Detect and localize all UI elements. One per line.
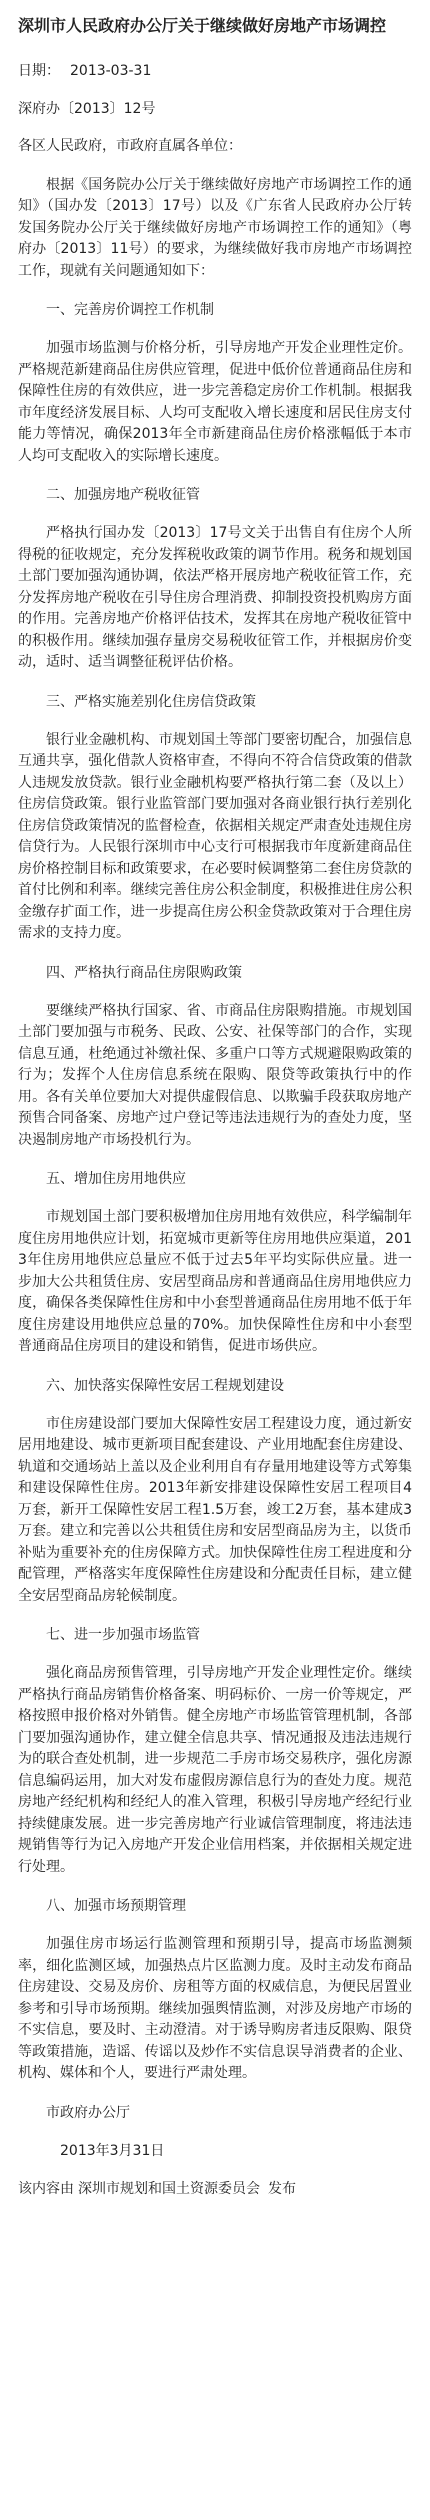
intro-paragraph: 根据《国务院办公厅关于继续做好房地产市场调控工作的通知》（国办发〔2013〕17号）以及《广东省人民政府办公厅转发国务院办公厅关于继续做好房地产市场调控工作的通知》（粤府办〔2013〕11号）的要求，为继续做好我市房地产市场调控工作，现就有关问题通知如下：: [18, 176, 412, 279]
section-heading: 四、严格执行商品住房限购政策: [46, 964, 242, 981]
section-heading: 二、加强房地产税收征管: [46, 487, 200, 503]
section-paragraph: 市住房建设部门要加大保障性安居工程建设力度，通过新安居用地建设、城市更新项目配套建设、产业用地配套住房建设、轨道和交通场站上盖以及企业利用自有存量用地建设等方式筹集和建设保障性住房。2013年新安排建设保障性安居工程项目4万套，新开工保障性安居工程1.5万套，竣工2万套，基本建成3万套。建立和完善以公共租赁住房和安居型商品房为主，以货币补贴为重要补充的住房保障方式。加快保障性住房工程进度和分配管理，严格落实年度保障性住房建设和分配责任目标，建立健全安居型商品房轮候制度。: [18, 1415, 412, 1604]
section-paragraph: 加强市场监测与价格分析，引导房地产开发企业理性定价。严格规范新建商品住房供应管理，促进中低价位普通商品住房和保障性住房的有效供应，进一步完善稳定房价工作机制。根据我市年度经济发展目标、人均可支配收入增长速度和居民住房支付能力等情况，确保2013年全市新建商品住房价格涨幅低于本市人均可支配收入的实际增长速度。: [18, 340, 412, 464]
section-paragraph: 银行业金融机构、市规划国土等部门要密切配合，加强信息互通共享，强化借款人资格审查，不得向不符合信贷政策的借款人违规发放贷款。银行业金融机构要严格执行第二套（及以上）住房信贷政策。银行业监管部门要加强对各商业银行执行差别化住房信贷政策情况的监督检查，依据相关规定严肃查处违规住房信贷行为。人民银行深圳市中心支行可根据我市年度新建商品住房价格控制目标和政策要求，在必要时候调整第二套住房贷款的首付比例和利率。继续完善住房公积金制度，积极推进住房公积金缴存扩面工作，进一步提高住房公积金贷款政策对于合理住房需求的支持力度。: [18, 731, 412, 941]
signature: 市政府办公厅: [46, 2104, 130, 2121]
source-action: 发布: [268, 2180, 296, 2197]
date-line: [18, 60, 412, 82]
section-heading: 七、进一步加强市场监管: [46, 1627, 200, 1643]
section-paragraph: 市规划国土部门要积极增加住房用地有效供应，科学编制年度住房用地供应计划，拓宽城市更新等住房用地供应渠道，2013年住房用地供应总量应不低于过去5年平均实际供应量。进一步加大公共租赁住房、安居型商品房和普通商品住房用地供应力度，确保各类保障性住房和中小套型普通商品住房用地不低于年度住房建设用地供应总量的70%。加快保障性住房和中小套型普通商品住房项目的建设和销售，促进市场供应。: [18, 1209, 412, 1354]
salutation: 各区人民政府，市政府直属各单位：: [18, 138, 242, 154]
section-paragraph: 强化商品房预售管理，引导房地产开发企业理性定价。继续严格执行商品房销售价格备案、明码标价、一房一价等规定，严格按照申报价格对外销售。健全房地产市场监管管理机制，各部门要加强沟通协作，建立健全信息共享、情况通报及违法违规行为的联合查处机制，进一步规范二手房市场交易秩序，强化房源信息编码运用，加大对发布虚假房源信息行为的查处力度。规范房地产经纪机构和经纪人的准入管理，积极引导房地产经纪行业持续健康发展。进一步完善房地产行业诚信管理制度，将违法违规销售等行为记入房地产开发企业信用档案，并依据相关规定进行处理。: [18, 1665, 412, 1875]
section-heading: 六、加快落实保障性安居工程规划建设: [46, 1377, 284, 1394]
section-heading: 三、严格实施差别化住房信贷政策: [46, 693, 256, 710]
date-label: 日期：: [18, 63, 60, 79]
section-heading: 五、增加住房用地供应: [46, 1171, 186, 1187]
section-paragraph: 要继续严格执行国家、省、市商品住房限购措施。市规划国土部门要加强与市税务、民政、公安、社保等部门的合作，实现信息互通，杜绝通过补缴社保、多重户口等方式规避限购政策的行为；发挥个人住房信息系统在限购、限贷等政策执行中的作用。各有关单位要加大对提供虚假信息、以欺骗手段获取房地产预售合同备案、房地产过户登记等违法违规行为的查处力度，坚决遏制房地产市场投机行为。: [18, 1002, 412, 1148]
section-paragraph: 严格执行国办发〔2013〕17号文关于出售自有住房个人所得税的征收规定，充分发挥税收政策的调节作用。税务和规划国土部门要加强沟通协调，依法严格开展房地产税收征管工作，充分发挥房地产税收在引导住房合理消费、抑制投资投机购房方面的作用。完善房地产价格评估技术，发挥其在房地产税收征管中的积极作用。继续加强存量房交易税收征管工作，并根据房价变动，适时、适当调整征税评估价格。: [18, 525, 412, 670]
section-heading: 一、完善房价调控工作机制: [46, 302, 214, 318]
section-heading: 八、加强市场预期管理: [46, 1898, 186, 1914]
section-paragraph: 加强住房市场运行监测管理和预期引导，提高市场监测频率，细化监测区域，加强热点片区监测力度。及时主动发布商品住房建设、交易及房价、房租等方面的权威信息，为便民居置业参考和引导市场预期。继续加强舆情监测，对涉及房地产市场的不实信息，要及时、主动澄清。对于诱导购房者违反限购、限贷等政策措施，造谣、传谣以及炒作不实信息误导消费者的企业、机构、媒体和个人，要进行严肃处理。: [18, 1936, 412, 2081]
source-org-link[interactable]: 深圳市规划和国土资源委员会: [78, 2180, 260, 2197]
source-label: 该内容由: [18, 2180, 74, 2197]
source-line: [18, 2178, 412, 2200]
document-number: 深府办〔2013〕12号: [18, 101, 156, 117]
sign-date: 2013年3月31日: [60, 2142, 165, 2159]
date-value: 2013-03-31: [70, 63, 152, 79]
document-title: 深圳市人民政府办公厅关于继续做好房地产市场调控: [18, 16, 387, 35]
